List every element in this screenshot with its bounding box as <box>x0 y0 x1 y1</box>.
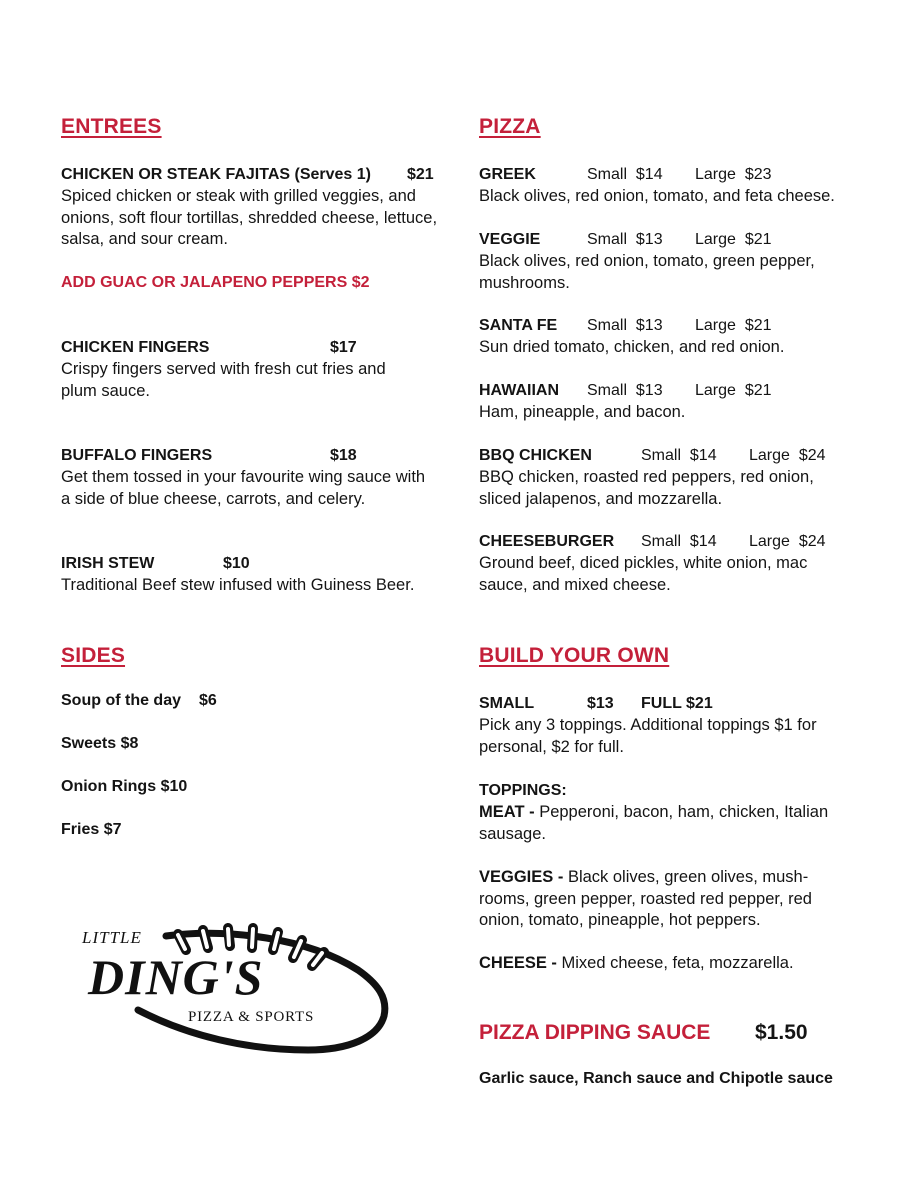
build-desc: Pick any 3 toppings. Additional toppings $1 for personal, $2 for full. <box>479 716 817 756</box>
pizza-name: GREEK <box>479 166 536 183</box>
build-heading: BUILD YOUR OWN <box>479 644 670 667</box>
pizza-desc: Sun dried tomato, chicken, and red onion. <box>479 338 785 356</box>
entree-desc: Spiced chicken or steak with grilled veggies, and onions, soft flour tortillas, shredded cheese, lettuce, salsa, and sour cream. <box>61 187 438 249</box>
pizza-small: Small $13 <box>587 382 663 399</box>
pizza-large: Large $21 <box>695 317 772 334</box>
pizza-large: Large $24 <box>749 447 826 464</box>
side-item <box>61 778 187 796</box>
pizza-desc: Ham, pineapple, and bacon. <box>479 403 686 421</box>
pizza-small: Small $14 <box>641 447 717 464</box>
pizza-desc: Black olives, red onion, tomato, and feta cheese. <box>479 187 835 205</box>
pizza-name: VEGGIE <box>479 231 541 248</box>
pizza-name: BBQ CHICKEN <box>479 447 592 464</box>
toppings-cheese: CHEESE - Mixed cheese, feta, mozzarella. <box>479 954 794 972</box>
pizza-small: Small $13 <box>587 231 663 248</box>
entree-price: $17 <box>330 339 357 356</box>
pizza-desc: BBQ chicken, roasted red peppers, red onion, sliced jalapenos, and mozzarella. <box>479 468 814 508</box>
pizza-large: Large $21 <box>695 231 772 248</box>
side-price: $6 <box>199 692 217 709</box>
pizza-heading: PIZZA <box>479 115 541 138</box>
side-name: Sweets <box>61 735 117 752</box>
entree-desc: Traditional Beef stew infused with Guiness Beer. <box>61 576 415 594</box>
side-name: Soup of the day <box>61 692 181 709</box>
entree-price: $21 <box>407 166 434 183</box>
logo-little: LITTLE <box>82 928 142 947</box>
entrees-heading: ENTREES <box>61 115 162 138</box>
toppings-meat: MEAT - Pepperoni, bacon, ham, chicken, Italian sausage. <box>479 803 829 843</box>
build-small-label: SMALL <box>479 695 535 712</box>
pizza-large: Large $23 <box>695 166 772 183</box>
pizza-desc: Ground beef, diced pickles, white onion, mac sauce, and mixed cheese. <box>479 554 808 594</box>
entree-name: IRISH STEW <box>61 555 155 572</box>
pizza-name: CHEESEBURGER <box>479 533 615 550</box>
side-name: Onion Rings <box>61 778 157 795</box>
entree-name: BUFFALO FINGERS <box>61 447 213 464</box>
pizza-small: Small $13 <box>587 317 663 334</box>
logo-name: DING'S <box>88 949 264 1005</box>
toppings-veggies: VEGGIES - Black olives, green olives, mush-rooms, green pepper, roasted red pepper, red onion, tomato, pineapple, hot peppers. <box>479 868 812 930</box>
entree-name: CHICKEN OR STEAK FAJITAS (Serves 1) <box>61 166 371 183</box>
pizza-name: HAWAIIAN <box>479 382 559 399</box>
pizza-small: Small $14 <box>641 533 717 550</box>
entree-name: CHICKEN FINGERS <box>61 339 210 356</box>
side-item <box>61 692 217 710</box>
side-item <box>61 735 138 753</box>
dipping-desc: Garlic sauce, Ranch sauce and Chipotle sauce <box>479 1070 833 1087</box>
entree-price: $18 <box>330 447 357 464</box>
entree-price: $10 <box>223 555 250 572</box>
dipping-heading: PIZZA DIPPING SAUCE <box>479 1021 711 1044</box>
entree-desc: Get them tossed in your favourite wing sauce with a side of blue cheese, carrots, and celery. <box>61 468 426 508</box>
dipping-price: $1.50 <box>755 1021 808 1044</box>
toppings-label: TOPPINGS: <box>479 782 567 799</box>
side-name: Fries <box>61 821 100 838</box>
build-small-price: $13 <box>587 695 614 712</box>
build-full: FULL $21 <box>641 695 713 712</box>
side-item <box>61 821 122 839</box>
side-price: $10 <box>160 778 188 795</box>
pizza-large: Large $21 <box>695 382 772 399</box>
sides-heading: SIDES <box>61 644 126 667</box>
logo <box>78 918 398 1058</box>
pizza-large: Large $24 <box>749 533 826 550</box>
side-price: $7 <box>103 821 122 838</box>
logo-tagline: PIZZA & SPORTS <box>188 1009 315 1025</box>
pizza-small: Small $14 <box>587 166 663 183</box>
entree-addon: ADD GUAC OR JALAPENO PEPPERS $2 <box>61 274 370 291</box>
entree-desc: Crispy fingers served with fresh cut fries and plum sauce. <box>61 360 386 400</box>
pizza-desc: Black olives, red onion, tomato, green pepper, mushrooms. <box>479 252 815 292</box>
pizza-name: SANTA FE <box>479 317 558 334</box>
side-price: $8 <box>120 735 139 752</box>
